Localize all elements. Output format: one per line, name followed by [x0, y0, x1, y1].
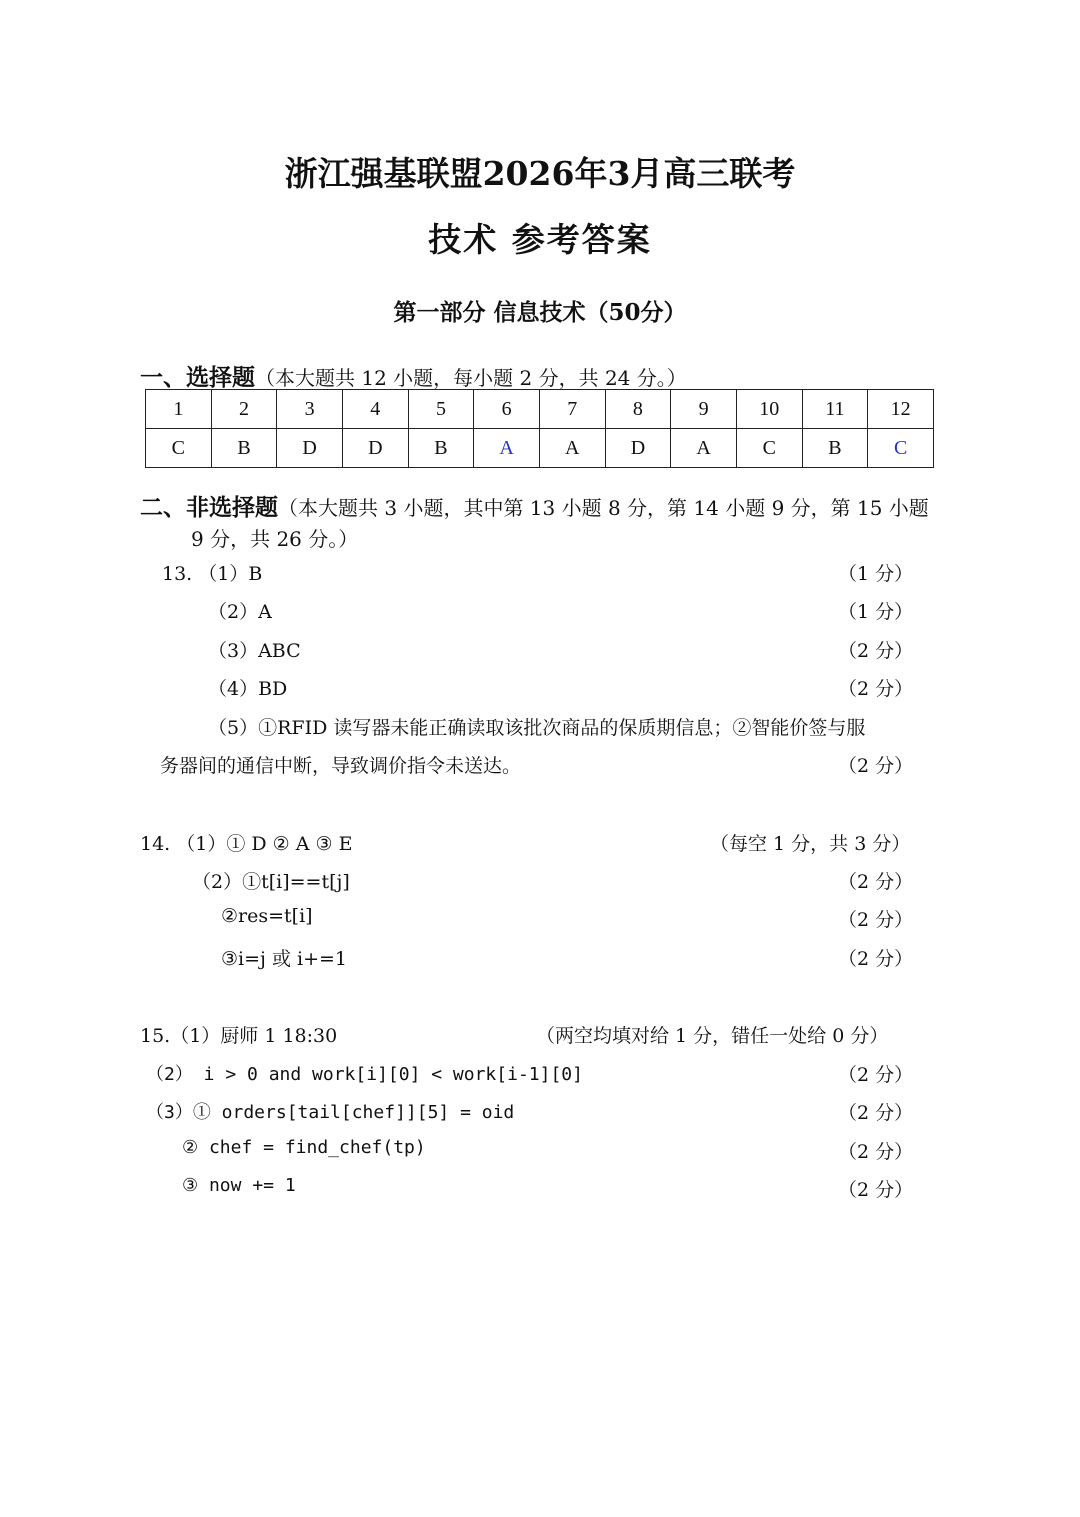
answer-cell: B [408, 429, 474, 468]
answer-cell: B [802, 429, 868, 468]
answer-cell: D [605, 429, 671, 468]
page-title: 浙江强基联盟2026年3月高三联考 [284, 154, 796, 193]
section2-note: （本大题共 3 小题，其中第 13 小题 8 分，第 14 小题 9 分，第 15 小题 [278, 496, 929, 520]
q15-answer-1: 15.（1）厨师 1 18:30 [140, 1025, 338, 1047]
q13-answer-1: 13. （1）B [162, 563, 263, 585]
question-number: 10 [736, 390, 802, 429]
question-number: 8 [605, 390, 671, 429]
q13-answer-3: （3）ABC [208, 640, 301, 662]
q14-score-4: （2 分） [838, 948, 914, 970]
q15-answer-2: （2） i > 0 and work[i][0] < work[i-1][0] [146, 1064, 583, 1085]
question-number: 11 [802, 390, 868, 429]
q14-score-1: （每空 1 分，共 3 分） [710, 833, 911, 855]
section1-note: （本大题共 12 小题，每小题 2 分，共 24 分。） [255, 366, 687, 390]
q13-score-1: （1 分） [838, 563, 914, 585]
question-number: 6 [474, 390, 540, 429]
q13-answer-4: （4）BD [208, 678, 288, 700]
answer-cell-highlighted: C [868, 429, 934, 468]
q14-answer-3: ②res=t[i] [221, 905, 313, 927]
q13-score-3: （2 分） [838, 640, 914, 662]
q15-score-4: （2 分） [838, 1141, 914, 1163]
answer-cell: A [539, 429, 605, 468]
answer-cell: D [342, 429, 408, 468]
question-number: 7 [539, 390, 605, 429]
q15-score-3: （2 分） [838, 1102, 914, 1124]
section2-note-continued: 9 分，共 26 分。） [191, 527, 359, 551]
question-number: 1 [146, 390, 212, 429]
q15-answer-3: （3）① orders[tail[chef]][5] = oid [146, 1102, 515, 1123]
q15-score-1: （两空均填对给 1 分，错任一处给 0 分） [536, 1025, 889, 1047]
question-number: 5 [408, 390, 474, 429]
question-number: 4 [342, 390, 408, 429]
question-number: 9 [671, 390, 737, 429]
section1-title: 一、选择题 [140, 364, 255, 391]
q13-answer-5: （5）①RFID 读写器未能正确读取该批次商品的保质期信息；②智能价签与服 [208, 717, 866, 739]
q13-score-2: （1 分） [838, 601, 914, 623]
q14-answer-4: ③i=j 或 i+=1 [221, 948, 348, 970]
q14-answer-2: （2）①t[i]==t[j] [192, 871, 350, 893]
part-heading: 第一部分 信息技术（50分） [393, 299, 687, 326]
answer-cell: C [146, 429, 212, 468]
answer-table [145, 389, 934, 468]
question-number: 2 [211, 390, 277, 429]
q15-score-5: （2 分） [838, 1179, 914, 1201]
q15-answer-5: ③ now += 1 [182, 1175, 296, 1196]
question-number: 3 [277, 390, 343, 429]
q15-answer-4: ② chef = find_chef(tp) [182, 1137, 426, 1158]
answer-cell: B [211, 429, 277, 468]
page-subtitle: 技术 参考答案 [428, 220, 652, 259]
answer-cell: D [277, 429, 343, 468]
answer-cell: A [671, 429, 737, 468]
q13-score-5: （2 分） [838, 755, 914, 777]
q15-score-2: （2 分） [838, 1064, 914, 1086]
question-number: 12 [868, 390, 934, 429]
q14-score-3: （2 分） [838, 909, 914, 931]
q13-score-4: （2 分） [838, 678, 914, 700]
section2-title: 二、非选择题 [140, 494, 278, 521]
answer-table-answer-row [146, 429, 934, 468]
q14-score-2: （2 分） [838, 871, 914, 893]
q13-answer-5-continued: 务器间的通信中断，导致调价指令未送达。 [160, 755, 522, 777]
q14-answer-1: 14. （1）① D ② A ③ E [140, 833, 353, 855]
answer-cell-highlighted: A [474, 429, 540, 468]
answer-table-header-row [146, 390, 934, 429]
q13-answer-2: （2）A [208, 601, 272, 623]
section2-heading [140, 489, 929, 522]
section1-heading [140, 359, 687, 392]
answer-cell: C [736, 429, 802, 468]
